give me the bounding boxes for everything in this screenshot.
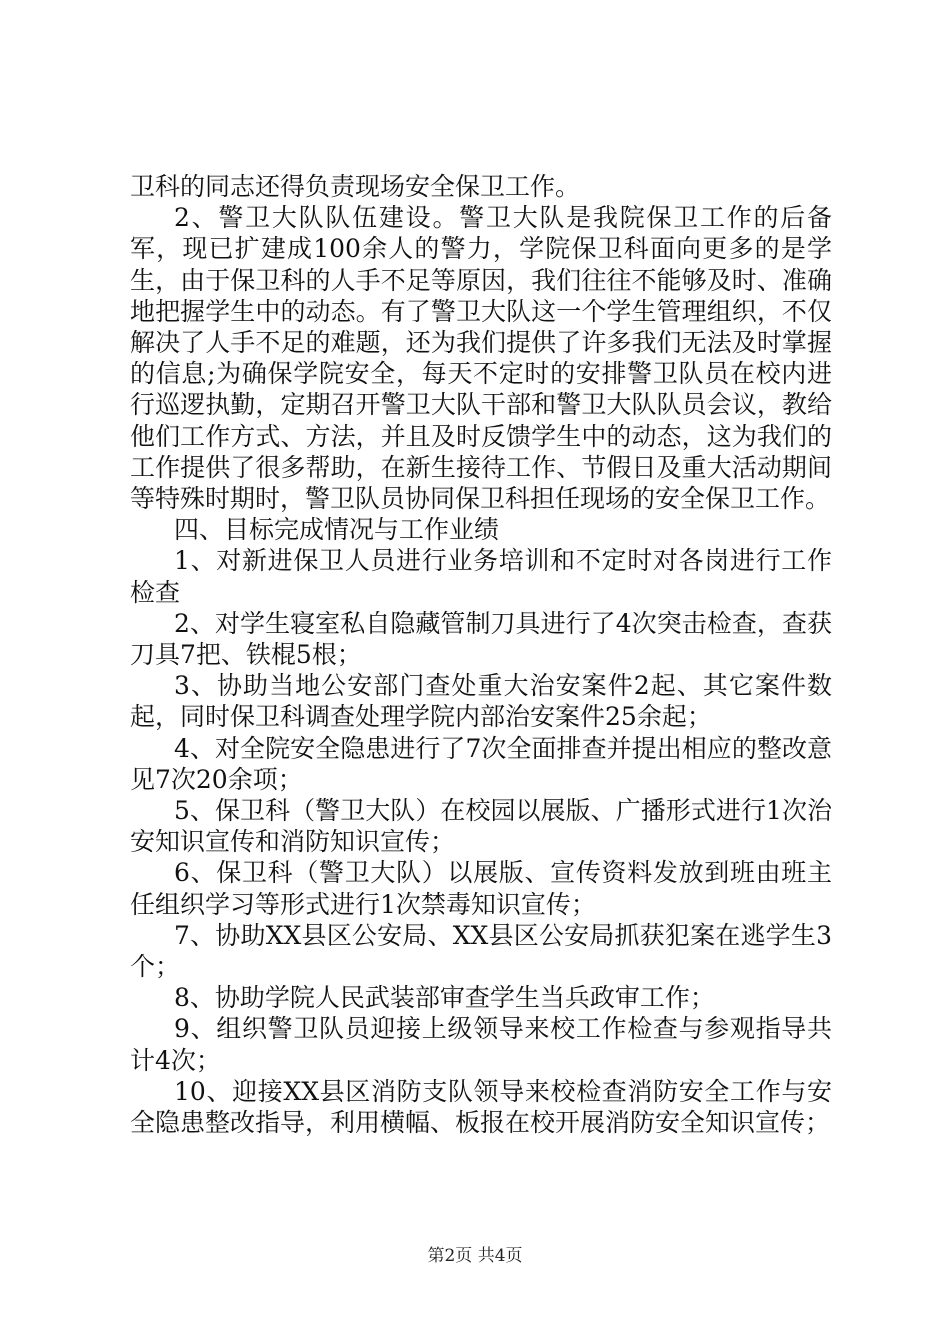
paragraph-guard-team: 2、警卫大队队伍建设。警卫大队是我院保卫工作的后备军，现已扩建成100余人的警力，学院保卫科面向更多的是学生，由于保卫科的人手不足等原因，我们往往不能够及时、准确地把握学生中的动态。有了警卫大队这一个学生管理组织，不仅解决了人手不足的难题，还为我们提供了许多我们无法及时掌握的信息;为确保学院安全，每天不定时的安排警卫队员在校内进行巡逻执勤，定期召开警卫大队干部和警卫大队队员会议，教给他们工作方式、方法，并且及时反馈学生中的动态，这为我们的工作提供了很多帮助，在新生接待工作、节假日及重大活动期间等特殊时期时，警卫队员协同保卫科担任现场的安全保卫工作。: [130, 203, 832, 514]
section-heading-goals: 四、目标完成情况与工作业绩: [174, 515, 500, 545]
list-item-7: 7、协助XX县区公安局、XX县区公安局抓获犯案在逃学生3个；: [130, 920, 832, 982]
list-item-2: 2、对学生寝室私自隐藏管制刀具进行了4次突击检查，查获刀具7把、铁棍5根；: [130, 608, 832, 670]
list-item-3: 3、协助当地公安部门查处重大治安案件2起、其它案件数起，同时保卫科调查处理学院内部治安案件25余起；: [130, 671, 832, 732]
list-item-8: 8、协助学院人民武装部审查学生当兵政审工作；: [174, 983, 715, 1013]
document-body: [130, 171, 832, 1138]
list-item-5: 5、保卫科（警卫大队）在校园以展版、广播形式进行1次治安知识宣传和消防知识宣传；: [130, 796, 832, 857]
list-item-4: 4、对全院安全隐患进行了7次全面排查并提出相应的整改意见7次20余项；: [130, 733, 832, 794]
paragraph-continuation: 卫科的同志还得负责现场安全保卫工作。: [130, 172, 581, 201]
list-item-9: 9、组织警卫队员迎接上级领导来校工作检查与参观指导共计4次；: [130, 1014, 832, 1075]
page-footer: 第2页 共4页: [427, 1246, 523, 1266]
list-item-10: 10、迎接XX县区消防支队领导来校检查消防安全工作与安全隐患整改指导，利用横幅、板报在校开展消防安全知识宣传；: [130, 1076, 832, 1138]
list-item-1: 1、对新进保卫人员进行业务培训和不定时对各岗进行工作检查: [130, 546, 832, 607]
list-item-6: 6、保卫科（警卫大队）以展版、宣传资料发放到班由班主任组织学习等形式进行1次禁毒知识宣传；: [130, 858, 832, 919]
